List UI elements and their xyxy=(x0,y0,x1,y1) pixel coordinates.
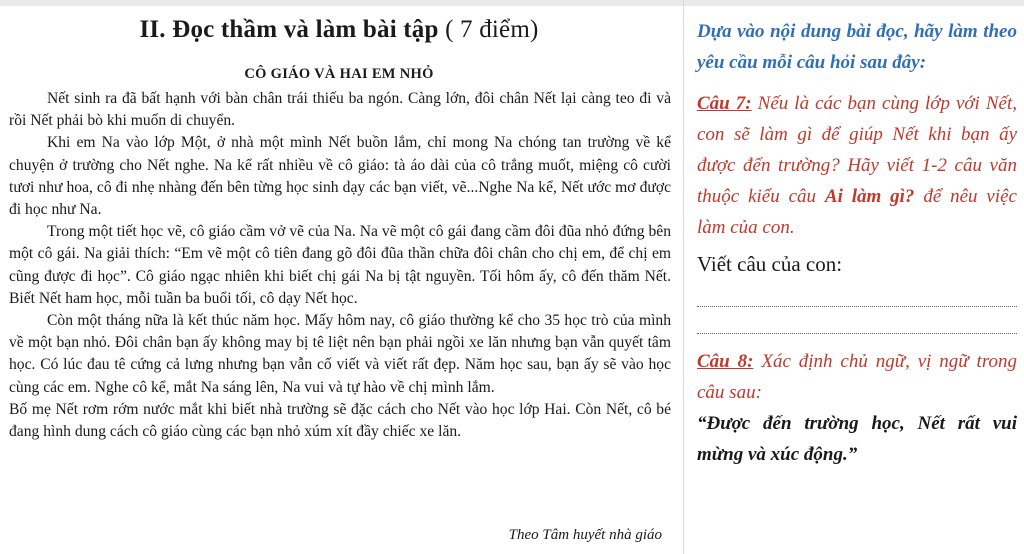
story-body xyxy=(9,88,671,443)
question-8 xyxy=(697,346,1017,408)
question-7-text-b: để nêu việc làm của con. xyxy=(697,186,1017,238)
write-prompt: Viết câu của con: xyxy=(697,252,843,276)
story-paragraph-5: Bố mẹ Nết rơm rớm nước mắt khi biết nhà trường sẽ đặc cách cho Nết vào học lớp Hai. Còn Nết, cô bé đang hình dung cách cô giáo cùng các bạn nhỏ xúm xít đầy chiếc xe lăn. xyxy=(9,400,671,441)
story-paragraph-3: Trong một tiết học vẽ, cô giáo cầm vở vẽ của Na. Na vẽ một cô gái đang cầm đôi đũa nhỏ đứng bên một cô gái. Na giải thích: “Em vẽ một cô tiên đang gõ đôi đũa thần chữa đôi chân cho chị em, để chị em cũng được đi học”. Cô giáo ngạc nhiên khi biết chị gái Na bị tật nguyền. Tối hôm ấy, cô đến thăm Nết. Biết Nết ham học, mỗi tuần ba buổi tối, cô dạy Nết học. xyxy=(9,223,671,307)
answer-line-1[interactable] xyxy=(697,284,1017,307)
question-7 xyxy=(697,88,1017,243)
section-points: ( 7 điểm) xyxy=(445,16,539,43)
story-paragraph-1: Nết sinh ra đã bất hạnh với bàn chân trái thiếu ba ngón. Càng lớn, đôi chân Nết lại càng teo đi và rồi Nết phải bò khi muốn di chuyển. xyxy=(9,90,671,130)
story-title: CÔ GIÁO VÀ HAI EM NHỎ xyxy=(244,66,434,82)
question-7-text-a: Nếu là các bạn cùng lớp với Nết, con sẽ làm gì để giúp Nết khi bạn ấy được đến trường? Hãy viết 1-2 câu văn thuộc kiểu câu xyxy=(697,93,1018,207)
answer-line-2[interactable] xyxy=(697,311,1017,334)
section-title-text: II. Đọc thầm và làm bài tập xyxy=(139,16,439,43)
question-7-pattern: Ai làm gì? xyxy=(824,186,915,207)
instruction-text: Dựa vào nội dung bài đọc, hãy làm theo yêu cầu mỗi câu hỏi sau đây: xyxy=(697,21,1017,73)
story-paragraph-4: Còn một tháng nữa là kết thúc năm học. Mấy hôm nay, cô giáo thường kể cho 35 học trò của mình về một bạn nhỏ. Đôi chân bạn ấy không may bị tê liệt nên bạn phải ngồi xe lăn nhưng bạn vẫn quyết tâm học. Có lúc đau tê cứng cả lưng nhưng bạn vẫn cố viết và viết rất đẹp. Năm học sau, bạn ấy sẽ vào học cùng các em. Nghe cô kể, mắt Na sáng lên, Na vui và tự hào về chị mình lắm. xyxy=(9,312,671,396)
story-source: Theo Tâm huyết nhà giáo xyxy=(508,527,662,543)
questions-column xyxy=(697,16,1017,470)
question-8-quote: “Được đến trường học, Nết rất vui mừng và xúc động.” xyxy=(697,413,1017,465)
question-8-text: Xác định chủ ngữ, vị ngữ trong câu sau: xyxy=(697,351,1018,403)
story-paragraph-2: Khi em Na vào lớp Một, ở nhà một mình Nết buồn lắm, chỉ mong Na chóng tan trường về kể chuyện ở trường cho Nết nghe. Na kể rất nhiều về cô giáo: tà áo dài của cô trắng muốt, miệng cô cười tươi như hoa, cô đi nhẹ nhàng đến bên từng học sinh dạy các bạn viết, vẽ...Nghe Na kể, Nết ước mơ được đi học như Na. xyxy=(9,134,671,219)
question-7-label: Câu 7: xyxy=(697,93,752,114)
section-title xyxy=(0,16,678,44)
column-divider xyxy=(683,0,684,554)
question-8-label: Câu 8: xyxy=(697,351,754,372)
